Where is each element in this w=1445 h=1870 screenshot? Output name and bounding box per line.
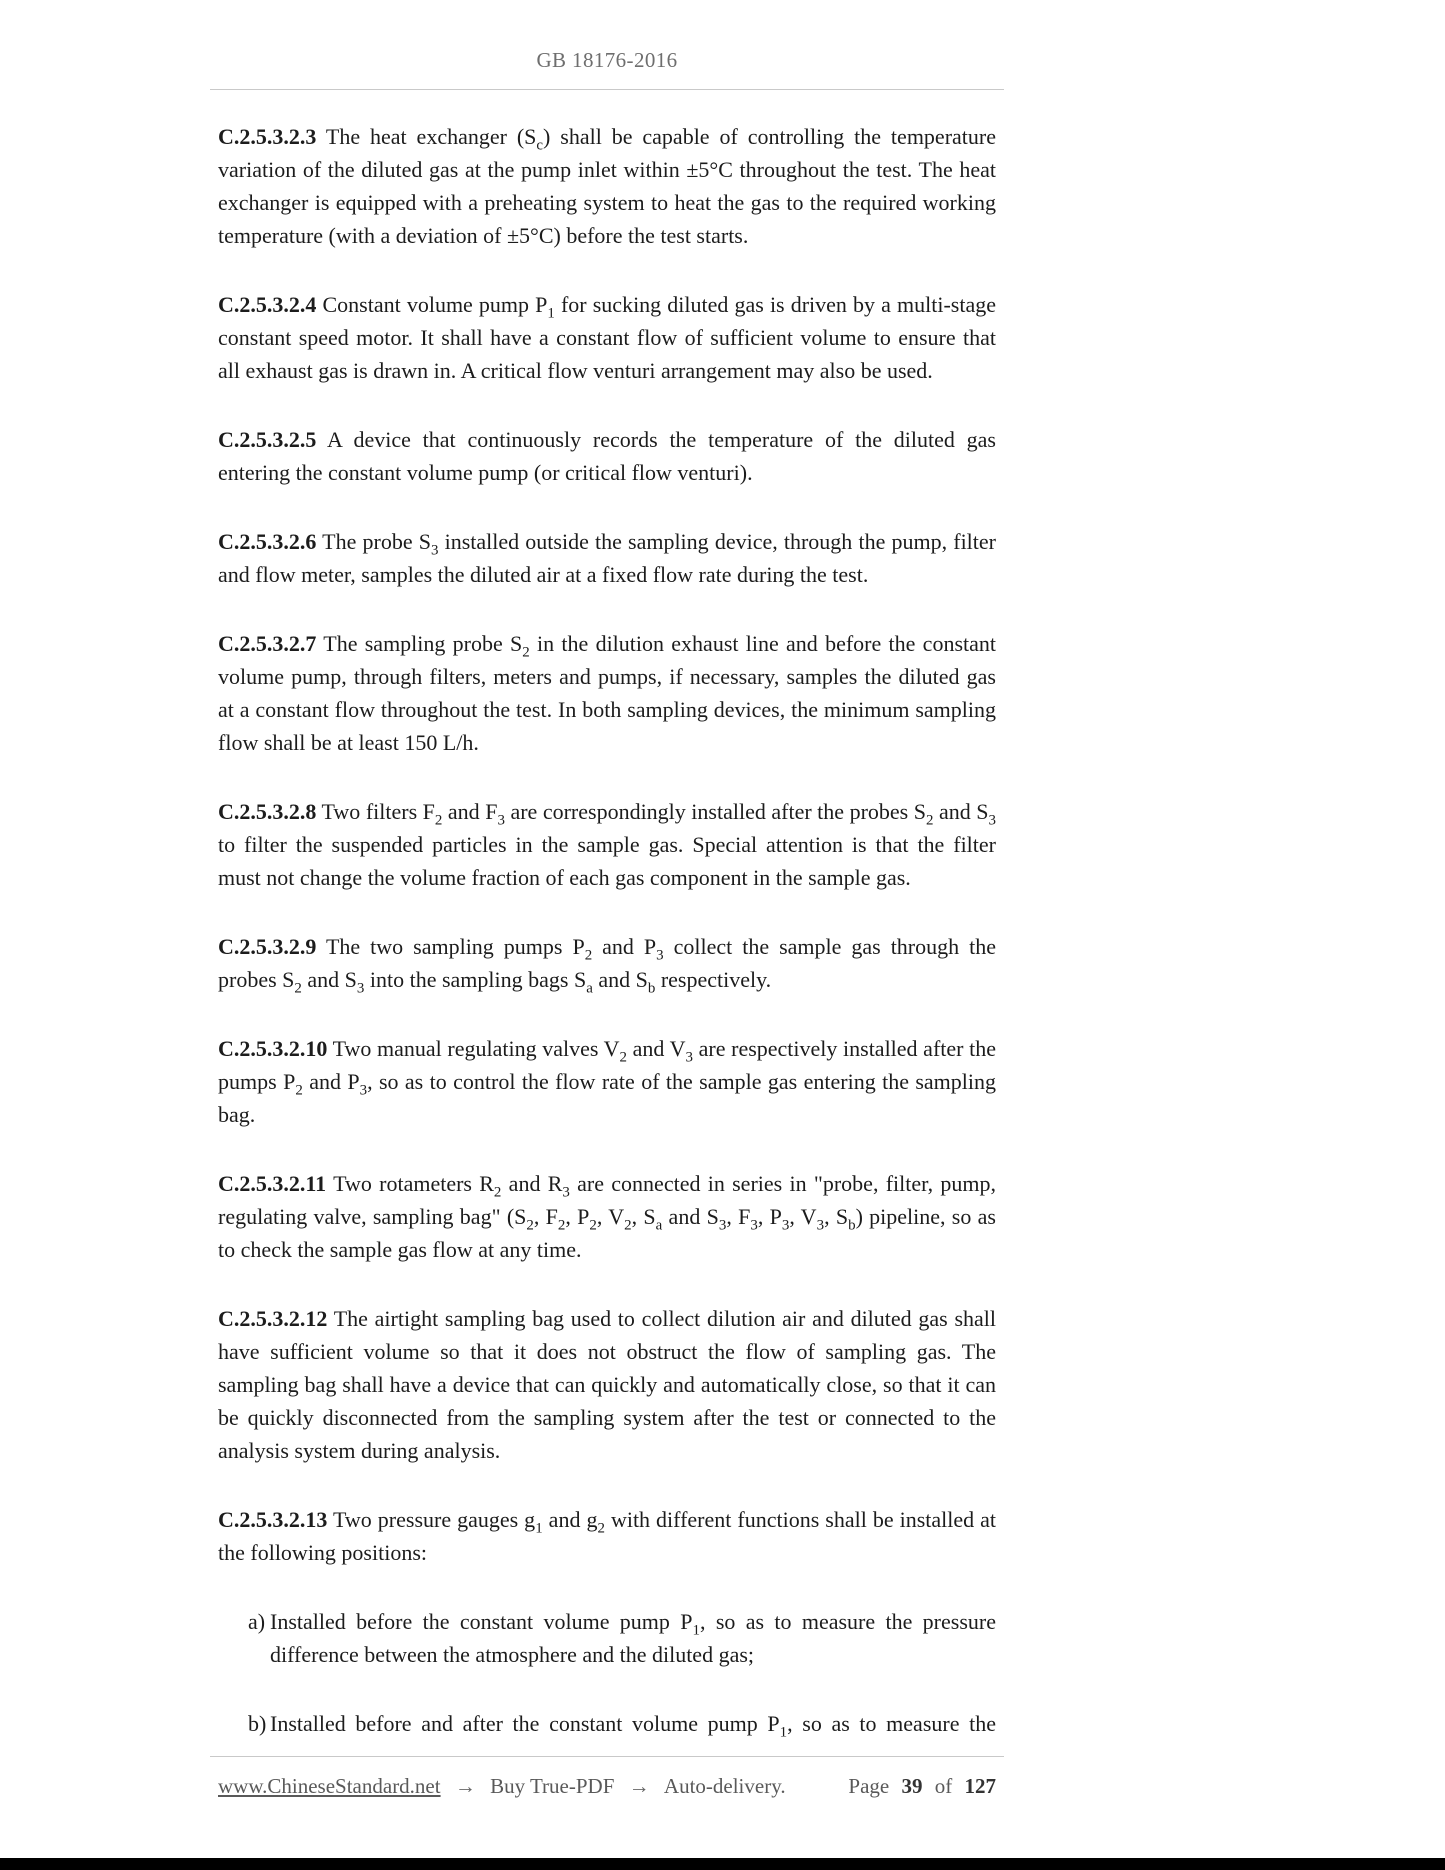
clause-number: C.2.5.3.2.5 — [218, 427, 317, 452]
paragraph: C.2.5.3.2.12 The airtight sampling bag used to collect dilution air and diluted gas shall have sufficient volume so that it does not obstruct the flow of sampling gas. The sampling bag shall have a device that can quickly and automatically close, so that it can be quickly disconnected from the sampling system after the test or connected to the analysis system during analysis. — [218, 1306, 996, 1463]
clause-number: C.2.5.3.2.3 — [218, 124, 317, 149]
paragraph: C.2.5.3.2.4 Constant volume pump $P_1$ for sucking diluted gas is driven by a multi-stage constant speed motor. It shall have a constant flow of sufficient volume to ensure that all exhaust gas is drawn in. A critical flow venturi arrangement may also be used. — [218, 292, 996, 383]
list-item-text: Installed before and after the constant volume pump $P_1$, so as to measure the — [270, 1711, 996, 1741]
list-marker: b) — [248, 1711, 267, 1736]
list-item-text: Installed before the constant volume pump $P_1$, so as to measure the pressure difference between the atmosphere and the diluted gas; — [270, 1609, 996, 1667]
document-body — [218, 90, 996, 1740]
footer-source — [218, 1774, 786, 1799]
page-label: Page — [848, 1774, 890, 1798]
page-indicator — [848, 1774, 996, 1799]
total-pages: 127 — [964, 1774, 996, 1798]
paragraph: C.2.5.3.2.6 The probe $S_3$ installed outside the sampling device, through the pump, filter and flow meter, samples the diluted air at a fixed flow rate during the test. — [218, 529, 996, 587]
paragraph: C.2.5.3.2.9 The two sampling pumps $P_2$ and $P_3$ collect the sample gas through the probes $S_2$ and $S_3$ into the sampling bags $S_a$ and $S_b$ respectively. — [218, 934, 996, 997]
paragraph: C.2.5.3.2.5 A device that continuously records the temperature of the diluted gas entering the constant volume pump (or critical flow venturi). — [218, 427, 996, 485]
page-footer — [218, 1774, 996, 1799]
clause-number: C.2.5.3.2.12 — [218, 1306, 328, 1331]
clause-number: C.2.5.3.2.6 — [218, 529, 317, 554]
of-label: of — [934, 1774, 953, 1798]
footer-divider — [210, 1756, 1004, 1757]
list-marker: a) — [248, 1609, 266, 1634]
paragraph: C.2.5.3.2.11 Two rotameters $R_2$ and $R_3$ are connected in series in "probe, filter, pump, regulating valve, sampling bag" ($S_2$, $F_2$, $P_2$, $V_2$, $S_a$ and $S_3$, $F_3$, $P_3$, $V_3$, $S_b$) pipeline, so as to check the sample gas flow at any time. — [218, 1171, 996, 1262]
bottom-bar — [0, 1858, 1445, 1870]
paragraph: C.2.5.3.2.7 The sampling probe $S_2$ in the dilution exhaust line and before the constant volume pump, through filters, meters and pumps, if necessary, samples the diluted gas at a constant flow throughout the test. In both sampling devices, the minimum sampling flow shall be at least 150 L/h. — [218, 631, 996, 755]
clause-number: C.2.5.3.2.13 — [218, 1507, 328, 1532]
clause-number: C.2.5.3.2.10 — [218, 1036, 328, 1061]
clause-number: C.2.5.3.2.11 — [218, 1171, 327, 1196]
list-item — [218, 1707, 996, 1740]
paragraph: C.2.5.3.2.3 The heat exchanger $(S_c)$ shall be capable of controlling the temperature variation of the diluted gas at the pump inlet within ±5°C throughout the test. The heat exchanger is equipped with a preheating system to heat the gas to the required working temperature (with a deviation of ±5°C) before the test starts. — [218, 124, 996, 248]
standard-number: GB 18176-2016 — [536, 48, 678, 72]
clause-number: C.2.5.3.2.8 — [218, 799, 317, 824]
arrow-icon: → — [454, 1774, 476, 1798]
paragraph: C.2.5.3.2.13 Two pressure gauges $g_1$ and $g_2$ with different functions shall be installed at the following positions: — [218, 1507, 997, 1565]
paragraph: C.2.5.3.2.10 Two manual regulating valves $V_2$ and $V_3$ are respectively installed after the pumps $P_2$ and $P_3$, so as to control the flow rate of the sample gas entering the sampling bag. — [218, 1036, 997, 1127]
page-header — [218, 0, 996, 73]
clause-number: C.2.5.3.2.9 — [218, 934, 317, 959]
buy-label: Buy True-PDF — [490, 1774, 615, 1798]
paragraph: C.2.5.3.2.8 Two filters $F_2$ and $F_3$ are correspondingly installed after the probes $S_2$ and $S_3$ to filter the suspended particles in the sample gas. Special attention is that the filter must not change the volume fraction of each gas component in the sample gas. — [218, 799, 997, 890]
arrow-icon: → — [628, 1774, 650, 1798]
list-item — [218, 1605, 996, 1671]
clause-number: C.2.5.3.2.7 — [218, 631, 317, 656]
clause-number: C.2.5.3.2.4 — [218, 292, 317, 317]
delivery-label: Auto-delivery. — [663, 1774, 786, 1798]
page-number: 39 — [901, 1774, 923, 1798]
website-link[interactable]: www.ChineseStandard.net — [218, 1774, 441, 1798]
